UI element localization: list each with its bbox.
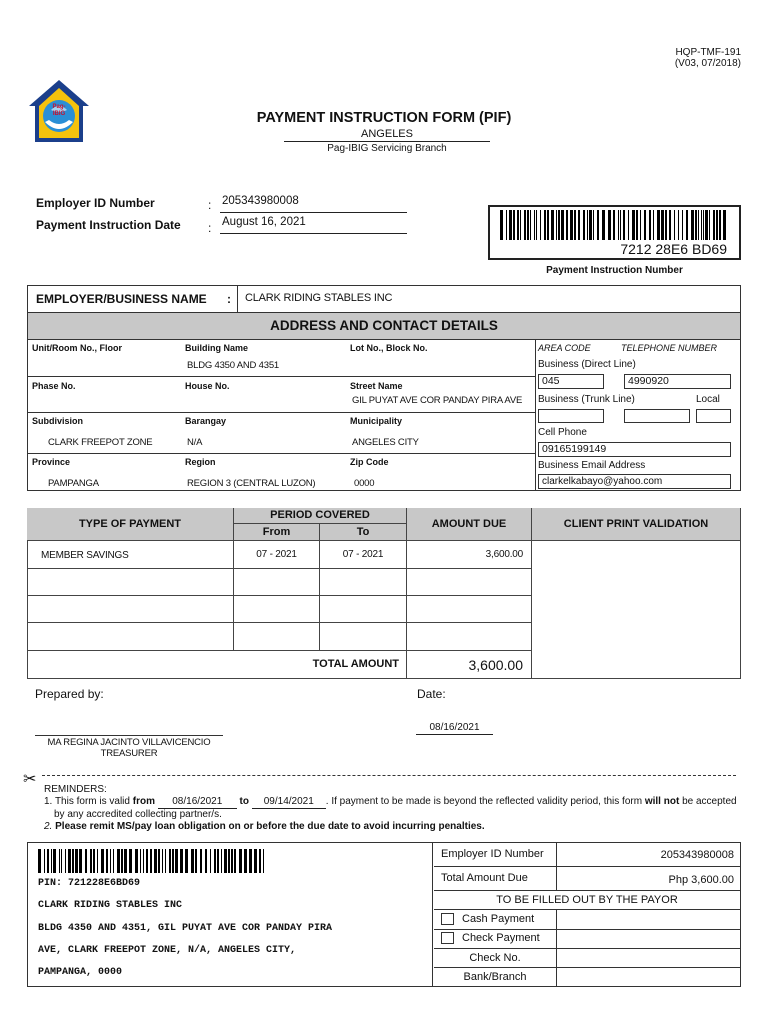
stub-address-line2: AVE, CLARK FREEPOT ZONE, N/A, ANGELES CITY, <box>38 945 297 956</box>
empty-to-cell <box>320 596 407 623</box>
employer-name-colon: : <box>227 292 231 306</box>
street-value: GIL PUYAT AVE COR PANDAY PIRA AVE <box>352 395 523 406</box>
client-print-validation-header: CLIENT PRINT VALIDATION <box>532 508 741 541</box>
preparer-title: TREASURER <box>100 748 158 759</box>
bank-branch-field[interactable] <box>562 969 734 985</box>
total-amount-value: 3,600.00 <box>407 651 532 679</box>
pin-barcode-text: 7212 28E6 BD69 <box>620 241 727 257</box>
barangay-label: Barangay <box>185 416 227 426</box>
amount-due-cell: 3,600.00 <box>407 541 532 569</box>
province-label: Province <box>32 457 71 467</box>
prepared-date: 08/16/2021 <box>416 721 493 735</box>
employer-id-colon: : <box>208 198 212 212</box>
direct-area-code: 045 <box>538 374 604 389</box>
empty-from-cell <box>234 623 320 651</box>
empty-to-cell <box>320 569 407 596</box>
type-of-payment-header: TYPE OF PAYMENT <box>27 508 234 541</box>
form-code-block <box>675 47 741 69</box>
prepared-by-label: Prepared by: <box>35 687 104 701</box>
page-title: PAYMENT INSTRUCTION FORM (PIF) <box>256 110 512 126</box>
direct-number: 4990920 <box>624 374 731 389</box>
from-header: From <box>234 524 320 541</box>
check-no-field[interactable] <box>562 950 734 967</box>
phase-label: Phase No. <box>32 381 76 391</box>
reminders <box>44 784 744 833</box>
cash-payment-option[interactable] <box>441 913 534 925</box>
area-code-label: AREA CODE <box>538 343 591 353</box>
amount-due-header: AMOUNT DUE <box>407 508 532 541</box>
employer-name-label: EMPLOYER/BUSINESS NAME <box>36 292 207 306</box>
stub-address-line3: PAMPANGA, 0000 <box>38 967 123 978</box>
trunk-local <box>696 409 731 423</box>
validity-from-date: 08/16/2021 <box>158 796 237 809</box>
email-value: clarkelkabayo@yahoo.com <box>538 474 731 489</box>
pi-date-value: August 16, 2021 <box>220 216 407 234</box>
contact-details <box>536 340 740 490</box>
reminder-2-number: 2. <box>44 821 53 832</box>
reminder-2 <box>44 821 744 833</box>
pi-date-colon: : <box>208 221 212 235</box>
email-label: Business Email Address <box>538 460 646 471</box>
preparer-signature-line <box>35 735 223 736</box>
cut-line <box>42 775 736 776</box>
stub-pin: PIN: 721228E6BD69 <box>38 878 141 889</box>
barangay-value: N/A <box>187 437 203 448</box>
municipality-label: Municipality <box>350 416 403 426</box>
reminder-1-to: to <box>239 796 249 807</box>
stub-employer-id-label: Employer ID Number <box>441 848 544 860</box>
pin-caption: Payment Instruction Number <box>546 265 683 276</box>
stub-address-line1: BLDG 4350 AND 4351, GIL PUYAT AVE COR PANDAY PIRA <box>38 923 333 934</box>
barcode-bar <box>263 849 264 873</box>
preparer-name: MA REGINA JACINTO VILLAVICENCIO <box>47 737 211 748</box>
scissors-icon: ✂ <box>23 771 37 788</box>
check-payment-option[interactable] <box>441 932 540 944</box>
check-no-label: Check No. <box>469 952 521 964</box>
house-label: House No. <box>185 381 230 391</box>
payor-section-header: TO BE FILLED OUT BY THE PAYOR <box>496 894 678 906</box>
region-label: Region <box>185 457 216 467</box>
period-from-cell: 07 - 2021 <box>234 541 320 569</box>
reminder-1-from: from <box>132 796 155 807</box>
reminders-title: REMINDERS: <box>44 784 107 795</box>
employer-id-value: 205343980008 <box>220 195 407 213</box>
street-label: Street Name <box>350 381 403 391</box>
building-value: BLDG 4350 AND 4351 <box>187 360 279 371</box>
reminder-1-mid: . If payment to be made is beyond the reflected validity period, this form <box>325 796 643 807</box>
form-code: HQP-TMF-191 <box>675 47 741 58</box>
total-amount-label: TOTAL AMOUNT <box>27 651 407 679</box>
empty-amount-cell <box>407 596 532 623</box>
stub-employer-id-value: 205343980008 <box>660 849 734 861</box>
trunk-number <box>624 409 690 423</box>
logo-text: Pag-IBIG <box>52 104 66 117</box>
province-value: PAMPANGA <box>48 478 99 489</box>
cell-phone-label: Cell Phone <box>538 427 587 438</box>
reminder-1-pre: This form is valid <box>54 796 130 807</box>
address-header: ADDRESS AND CONTACT DETAILS <box>28 313 740 340</box>
pi-date-label: Payment Instruction Date <box>36 218 181 232</box>
empty-amount-cell <box>407 569 532 596</box>
stub-total-due-label: Total Amount Due <box>441 872 528 884</box>
address-grid <box>28 340 536 490</box>
preparer-block <box>35 737 223 759</box>
empty-to-cell <box>320 623 407 651</box>
telephone-label: TELEPHONE NUMBER <box>621 343 718 353</box>
empty-payment-type-cell <box>27 623 234 651</box>
cell-phone-value: 09165199149 <box>538 442 731 457</box>
reminder-1-number: 1. <box>44 796 53 807</box>
trunk-area-code <box>538 409 604 423</box>
check-payment-label: Check Payment <box>462 932 540 944</box>
stub-left <box>28 843 433 986</box>
reminder-1 <box>44 796 744 809</box>
employer-name-value: CLARK RIDING STABLES INC <box>245 292 393 304</box>
form-version: (V03, 07/2018) <box>674 58 741 69</box>
municipality-value: ANGELES CITY <box>352 437 419 448</box>
empty-payment-type-cell <box>27 569 234 596</box>
region-value: REGION 3 (CENTRAL LUZON) <box>187 478 316 489</box>
reminder-1-will-not: will not <box>644 796 680 807</box>
employer-id-label: Employer ID Number <box>36 196 155 210</box>
date-label: Date: <box>417 687 446 701</box>
to-header: To <box>320 524 407 541</box>
subdivision-label: Subdivision <box>32 416 84 426</box>
zip-label: Zip Code <box>350 457 389 467</box>
check-payment-checkbox[interactable] <box>441 932 454 944</box>
period-to-cell: 07 - 2021 <box>320 541 407 569</box>
reminder-1-line2: by any accredited collecting partner/s. <box>54 809 222 820</box>
subdivision-value: CLARK FREEPOT ZONE <box>48 437 153 448</box>
bank-branch-label: Bank/Branch <box>463 971 527 983</box>
zip-value: 0000 <box>354 478 375 489</box>
stub-barcode <box>38 849 266 873</box>
stub-total-due-value: Php 3,600.00 <box>668 874 734 886</box>
reminder-2-text: Please remit MS/pay loan obligation on or before the due date to avoid incurring penalties. <box>55 821 485 832</box>
local-label: Local <box>696 394 720 405</box>
unit-label: Unit/Room No., Floor <box>32 343 122 353</box>
payment-type-cell: MEMBER SAVINGS <box>27 541 234 569</box>
pin-barcode-box <box>488 205 741 260</box>
cash-payment-label: Cash Payment <box>462 913 535 925</box>
reminder-1-end: be accepted <box>682 796 737 807</box>
address-section <box>27 285 741 491</box>
barcode-bar <box>726 210 729 240</box>
pin-barcode <box>500 210 729 240</box>
empty-payment-type-cell <box>27 596 234 623</box>
payment-table <box>27 508 741 679</box>
employer-name-row <box>28 286 740 313</box>
direct-line-label: Business (Direct Line) <box>538 359 636 370</box>
payment-stub <box>27 842 741 987</box>
period-covered-header: PERIOD COVERED <box>234 508 407 524</box>
client-print-validation-area <box>532 541 741 679</box>
cash-payment-checkbox[interactable] <box>441 913 454 925</box>
validity-to-date: 09/14/2021 <box>252 796 326 809</box>
lot-label: Lot No., Block No. <box>350 343 428 353</box>
branch-name: ANGELES <box>284 128 490 142</box>
branch-caption: Pag-IBIG Servicing Branch <box>327 143 447 154</box>
empty-from-cell <box>234 569 320 596</box>
empty-from-cell <box>234 596 320 623</box>
empty-amount-cell <box>407 623 532 651</box>
stub-employer-name: CLARK RIDING STABLES INC <box>38 900 183 911</box>
trunk-line-label: Business (Trunk Line) <box>538 394 635 405</box>
building-label: Building Name <box>185 343 249 353</box>
stub-right <box>434 843 740 986</box>
